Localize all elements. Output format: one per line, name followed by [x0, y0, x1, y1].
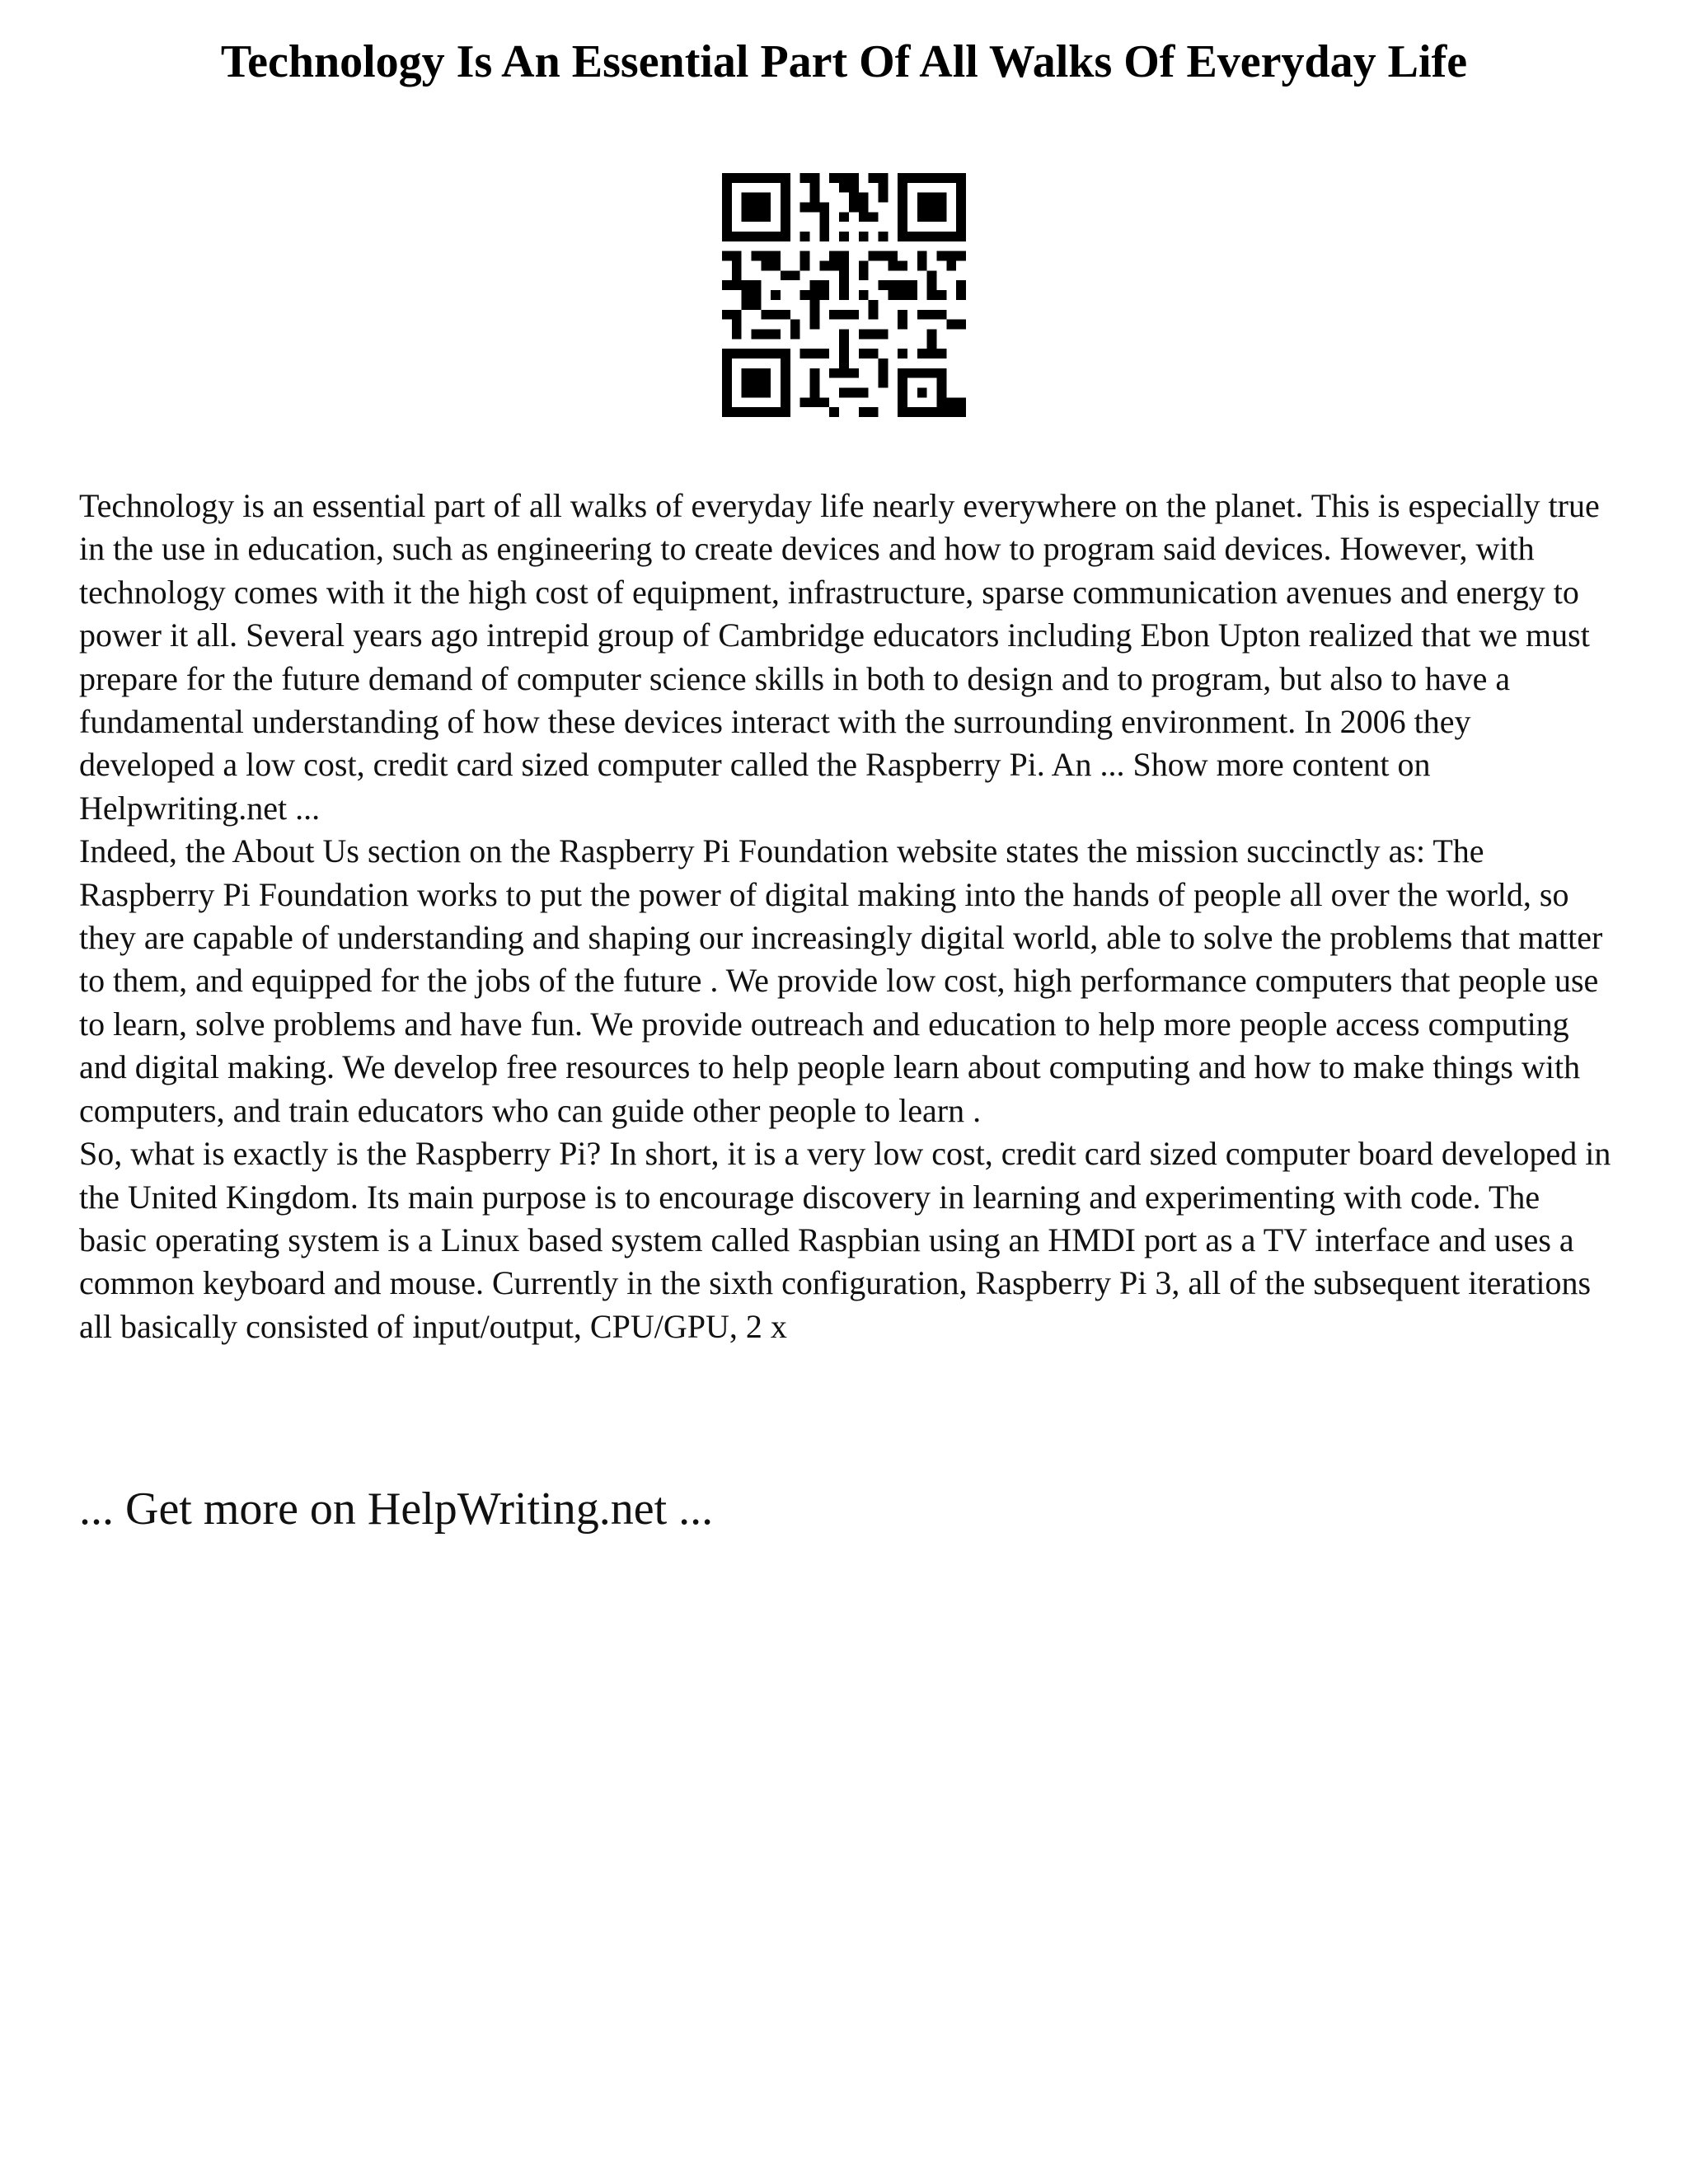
- get-more-link[interactable]: ... Get more on HelpWriting.net ...: [79, 1483, 714, 1535]
- body-paragraph: So, what is exactly is the Raspberry Pi? In short, it is a very low cost, credit card sized computer board developed in the United Kingdom. Its main purpose is to encourage discovery in learning and experimenting with code. The basic operating system is a Linux based system called Raspbian using an HMDI port as a TV interface and uses a common keyboard and mouse. Currently in the sixth configuration, Raspberry Pi 3, all of the subsequent iterations all basically consisted of input/output, CPU/GPU, 2 x: [79, 1135, 1611, 1345]
- document-body: [79, 485, 1612, 1348]
- document-title: Technology Is An Essential Part Of All Walks Of Everyday Life: [220, 36, 1468, 87]
- body-paragraph: Technology is an essential part of all walks of everyday life nearly everywhere on the planet. This is especially true in the use in education, such as engineering to create devices and how to program said devices. However, with technology comes with it the high cost of equipment, infrastructure, sparse communication avenues and energy to power it all. Several years ago intrepid group of Cambridge educators including Ebon Upton realized that we must prepare for the future demand of computer science skills in both to design and to program, but also to have a fundamental understanding of how these devices interact with the surrounding environment. In 2006 they developed a low cost, credit card sized computer called the Raspberry Pi. An ... Show more content on Helpwriting.net ...: [79, 487, 1600, 827]
- qr-code-icon[interactable]: [722, 173, 966, 417]
- body-paragraph: Indeed, the About Us section on the Raspberry Pi Foundation website states the mission succinctly as: The Raspberry Pi Foundation works to put the power of digital making into the hands of people all over the world, so they are capable of understanding and shaping our increasingly digital world, able to solve the problems that matter to them, and equipped for the jobs of the future . We provide low cost, high performance computers that people use to learn, solve problems and have fun. We provide outreach and education to help more people access computing and digital making. We develop free resources to help people learn about computing and how to make things with computers, and train educators who can guide other people to learn .: [79, 832, 1603, 1129]
